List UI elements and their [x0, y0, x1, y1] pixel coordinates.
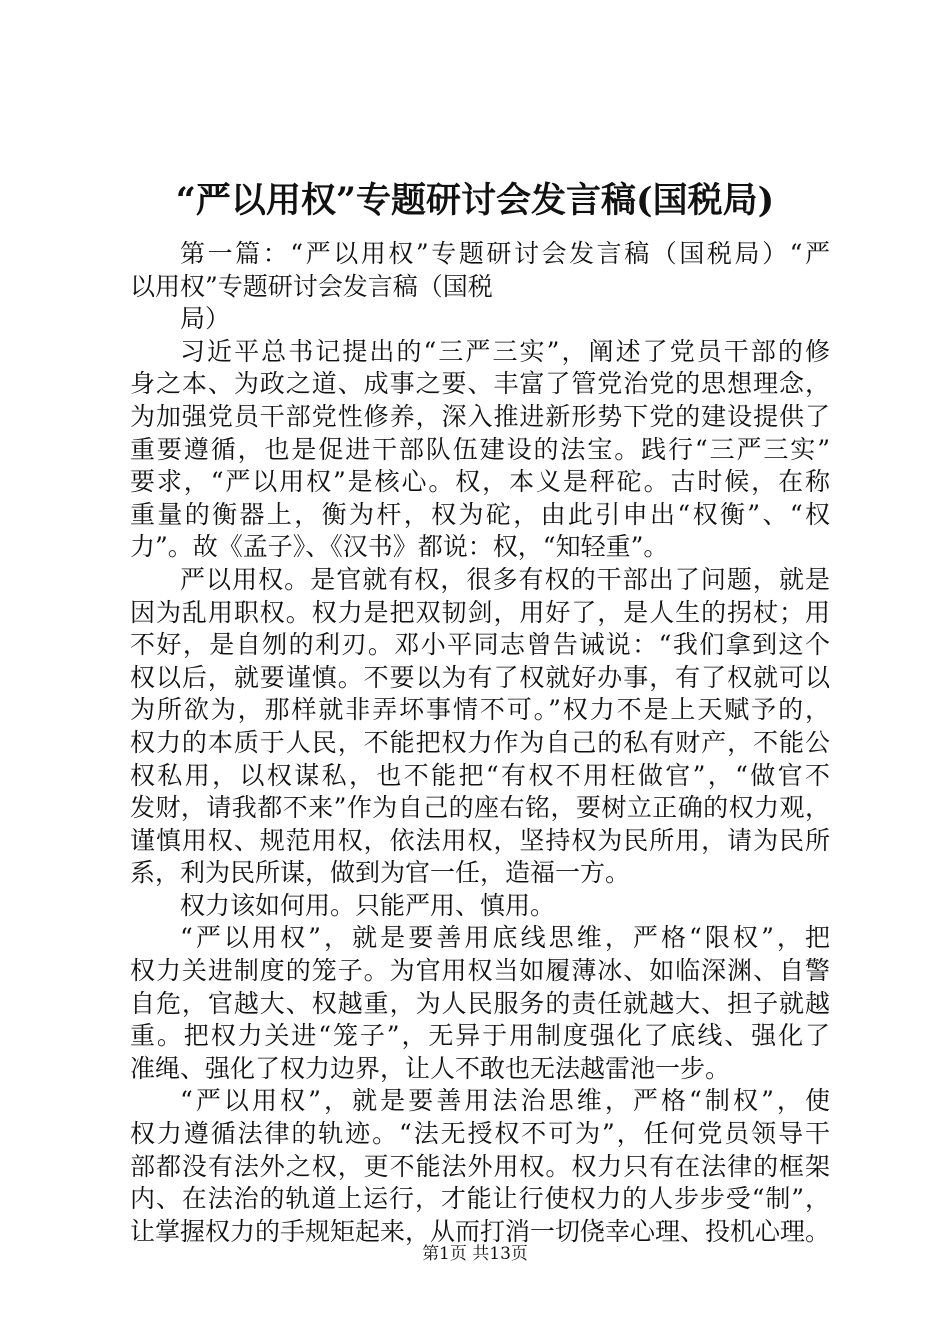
text-line: 为所欲为，那样就非弄坏事情不可。”权力不是上天赋予的， [130, 695, 830, 725]
text-line: 为加强党员干部党性修养，深入推进新形势下党的建设提供了 [130, 401, 830, 431]
text-line: 权力该如何用。只能严用、慎用。 [180, 890, 556, 920]
text-line: 重要遵循，也是促进干部队伍建设的法宝。践行“三严三实” [130, 434, 830, 464]
text-line: 习近平总书记提出的“三严三实”，阐述了党员干部的修 [180, 336, 830, 366]
text-line: 让掌握权力的手规矩起来，从而打消一切侥幸心理、投机心理。 [130, 1216, 831, 1246]
document-title: “严以用权”专题研讨会发言稿(国税局) [175, 180, 775, 221]
document-body [130, 238, 830, 1248]
text-line: 要求，“严以用权”是核心。权，本义是秤砣。古时候，在称 [130, 467, 830, 497]
text-line: “严以用权”，就是要善用底线思维，严格“限权”，把 [180, 923, 830, 953]
text-line: 不好，是自刎的利刃。邓小平同志曾告诫说：“我们拿到这个 [130, 630, 830, 660]
text-line: 内、在法治的轨道上运行，才能让行使权力的人步步受“制”， [130, 1184, 830, 1214]
text-line: 权以后，就要谨慎。不要以为有了权就好办事，有了权就可以 [130, 662, 830, 692]
text-line: 局） [180, 304, 231, 334]
text-line: 发财，请我都不来”作为自己的座右铭，要树立正确的权力观， [130, 793, 830, 823]
text-line: 谨慎用权、规范用权，依法用权，坚持权为民所用，请为民所 [130, 825, 830, 855]
text-line: “严以用权”，就是要善用法治思维，严格“制权”，使 [180, 1086, 830, 1116]
text-line: 重量的衡器上，衡为杆，权为砣，由此引申出“权衡”、“权 [130, 499, 830, 529]
text-line: 权力遵循法律的轨迹。“法无授权不可为”，任何党员领导干 [130, 1119, 830, 1149]
text-line: 权私用，以权谋私，也不能把“有权不用枉做官”，“做官不 [130, 760, 830, 790]
text-line: 准绳、强化了权力边界，让人不敢也无法越雷池一步。 [130, 1053, 731, 1083]
text-line: 第一篇：“严以用权”专题研讨会发言稿（国税局）“严 [180, 239, 830, 268]
text-line: 以用权”专题研讨会发言稿（国税 [130, 271, 493, 301]
text-line: 部都没有法外之权，更不能法外用权。权力只有在法律的框架 [130, 1151, 830, 1181]
page-footer: 第1页 共13页 [422, 1244, 528, 1264]
text-line: 重。把权力关进“笼子”，无异于用制度强化了底线、强化了 [130, 1021, 830, 1051]
text-line: 权力关进制度的笼子。为官用权当如履薄冰、如临深渊、自警 [130, 956, 830, 986]
text-line: 系，利为民所谋，做到为官一任，造福一方。 [130, 858, 631, 888]
text-line: 自危，官越大、权越重，为人民服务的责任就越大、担子就越 [130, 988, 830, 1018]
text-line: 权力的本质于人民，不能把权力作为自己的私有财产，不能公 [130, 727, 830, 757]
text-line: 严以用权。是官就有权，很多有权的干部出了问题，就是 [180, 564, 830, 594]
text-line: 身之本、为政之道、成事之要、丰富了管党治党的思想理念， [130, 369, 830, 399]
text-line: 因为乱用职权。权力是把双韧剑，用好了，是人生的拐杖；用 [130, 597, 830, 627]
text-line: 力”。故《孟子》、《汉书》都说：权，“知轻重”。 [130, 532, 669, 562]
